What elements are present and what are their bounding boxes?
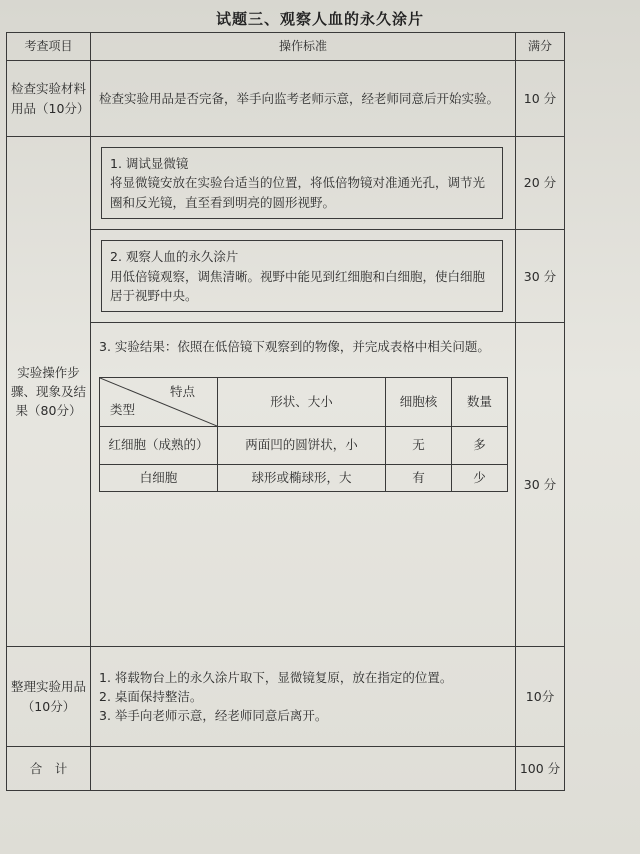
header-score: 满分 (516, 33, 565, 61)
cleanup-item-1: 1. 将载物台上的永久涂片取下，显微镜复原，放在指定的位置。 (99, 669, 453, 685)
step1-text: 将显微镜安放在实验台适当的位置，将低倍物镜对准通光孔，调节光圈和反光镜，直至看到明亮的圆形视野。 (110, 175, 486, 210)
total-score: 100 分 (516, 747, 565, 791)
header-row (7, 33, 565, 61)
results-row-rbc (100, 426, 508, 464)
results-header-count: 数量 (452, 377, 508, 426)
score-step3: 30 分 (516, 323, 565, 647)
corner-top-label: 特点 (169, 383, 195, 399)
results-nucleus-rbc: 无 (386, 426, 452, 464)
standard-cleanup (91, 647, 516, 747)
grading-table (6, 32, 565, 791)
cleanup-item-3: 3. 举手向老师示意，经老师同意后离开。 (99, 708, 328, 724)
results-count-wbc: 少 (452, 464, 508, 491)
results-shape-rbc: 两面凹的圆饼状，小 (218, 426, 386, 464)
standard-step3 (91, 323, 516, 647)
results-header-nucleus: 细胞核 (386, 377, 452, 426)
row-step1 (7, 137, 565, 230)
results-header-row (100, 377, 508, 426)
step2-text: 用低倍镜观察，调焦清晰。视野中能见到红细胞和白细胞，使白细胞居于视野中央。 (110, 268, 486, 303)
step2-box (101, 240, 503, 312)
header-item: 考查项目 (7, 33, 91, 61)
total-label: 合 计 (7, 747, 91, 791)
cleanup-item-2: 2. 桌面保持整洁。 (99, 689, 203, 705)
results-shape-wbc: 球形或椭球形，大 (218, 464, 386, 491)
total-blank (91, 747, 516, 791)
score-step1: 20 分 (516, 137, 565, 230)
score-cleanup: 10分 (516, 647, 565, 747)
category-cleanup: 整理实验用品（10分） (7, 647, 91, 747)
standard-check-materials: 检查实验用品是否完备，举手向监考老师示意，经老师同意后开始实验。 (91, 61, 516, 137)
results-header-shape: 形状、大小 (218, 377, 386, 426)
score-step2: 30 分 (516, 230, 565, 323)
results-count-rbc: 多 (452, 426, 508, 464)
results-type-wbc: 白细胞 (100, 464, 218, 491)
results-corner-cell (100, 377, 218, 426)
step1-box (101, 147, 503, 219)
step2-title: 2. 观察人血的永久涂片 (110, 249, 239, 265)
corner-bottom-label: 类型 (110, 402, 136, 418)
standard-step1 (91, 137, 516, 230)
results-nucleus-wbc: 有 (386, 464, 452, 491)
row-cleanup (7, 647, 565, 747)
score-check-materials: 10 分 (516, 61, 565, 137)
results-table (99, 377, 508, 492)
results-type-rbc: 红细胞（成熟的） (100, 426, 218, 464)
row-step2 (7, 230, 565, 323)
header-standard: 操作标准 (91, 33, 516, 61)
page-title: 试题三、观察人血的永久涂片 (215, 10, 424, 28)
step1-title: 1. 调试显微镜 (110, 156, 189, 171)
category-procedure: 实验操作步骤、现象及结果（80分） (7, 137, 91, 647)
step3-text: 3. 实验结果：依照在低倍镜下观察到的物像，并完成表格中相关问题。 (99, 339, 490, 355)
category-check-materials: 检查实验材料用品（10分） (7, 61, 91, 137)
row-check-materials (7, 61, 565, 137)
row-total (7, 747, 565, 791)
row-step3 (7, 323, 565, 647)
results-row-wbc (100, 464, 508, 491)
standard-step2 (91, 230, 516, 323)
